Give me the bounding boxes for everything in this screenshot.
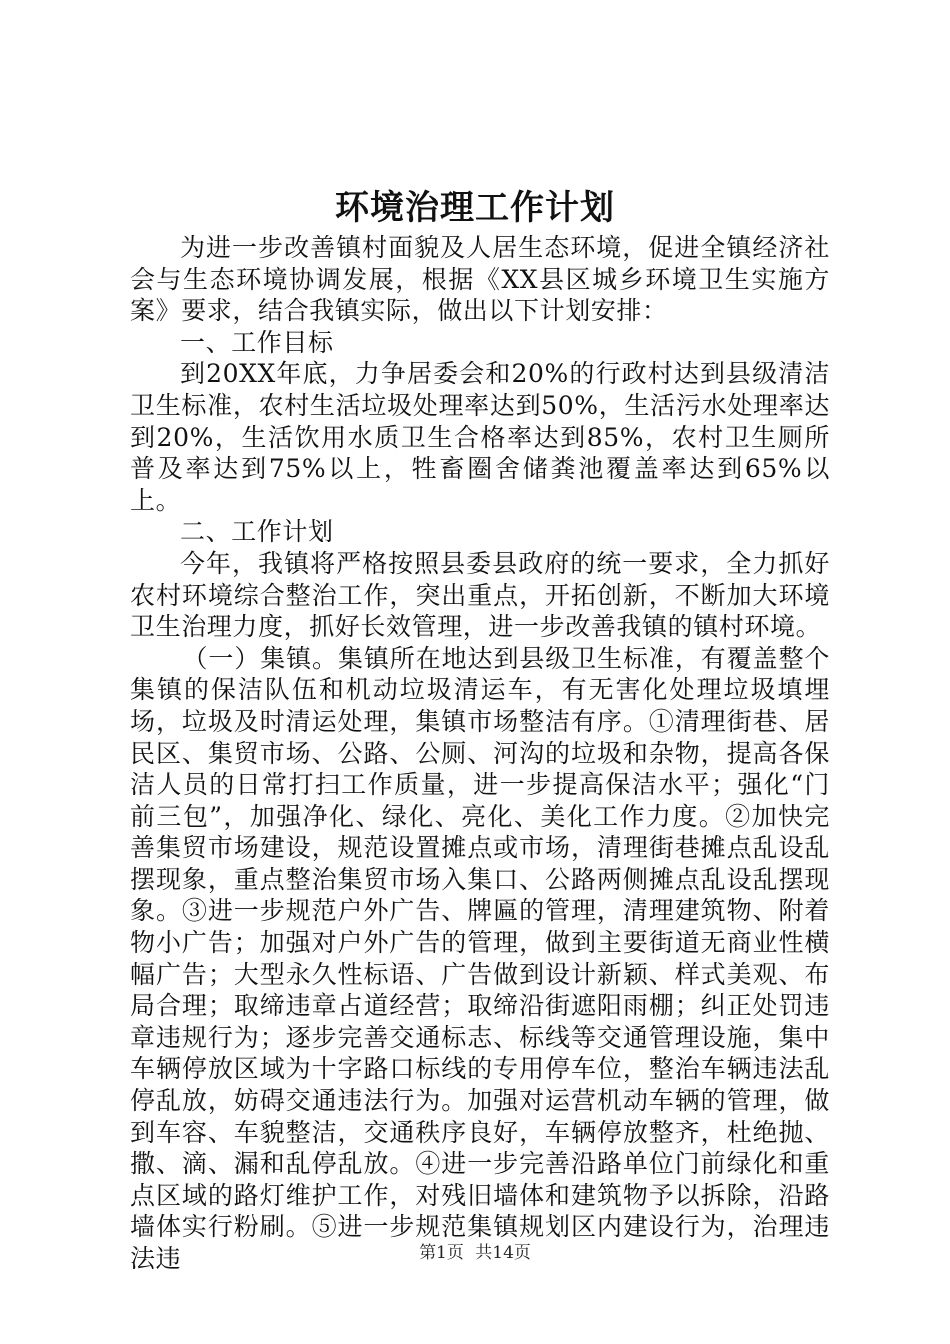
section-heading-plan: 二、工作计划 — [180, 517, 334, 547]
page-total: 共14页 — [475, 1243, 531, 1263]
goals-paragraph: 到20XX年底，力争居委会和20%的行政村达到县级清洁卫生标准，农村生活垃圾处理率达到50%，生活污水处理率达到20%，生活饮用水质卫生合格率达到85%，农村卫生厕所普及率达到75%以上，牲畜圈舍储粪池覆盖率达到65%以上。 — [130, 359, 830, 515]
page-footer — [0, 1241, 950, 1265]
document-body — [130, 232, 830, 1275]
intro-paragraph: 为进一步改善镇村面貌及人居生态环境，促进全镇经济社会与生态环境协调发展，根据《XX县区城乡环境卫生实施方案》要求，结合我镇实际，做出以下计划安排： — [130, 233, 830, 326]
plan-paragraph: 今年，我镇将严格按照县委县政府的统一要求，全力抓好农村环境综合整治工作，突出重点，开拓创新，不断加大环境卫生治理力度，抓好长效管理，进一步改善我镇的镇村环境。 — [130, 548, 830, 642]
document-title: 环境治理工作计划 — [335, 188, 615, 228]
page-number: 第1页 — [419, 1243, 464, 1263]
town-paragraph: （一）集镇。集镇所在地达到县级卫生标准，有覆盖整个集镇的保洁队伍和机动垃圾清运车，有无害化处理垃圾填埋场，垃圾及时清运处理，集镇市场整洁有序。①清理街巷、居民区、集贸市场、公路、公厕、河沟的垃圾和杂物，提高各保洁人员的日常打扫工作质量，进一步提高保洁水平；强化“门前三包”，加强净化、绿化、亮化、美化工作力度。②加快完善集贸市场建设，规范设置摊点或市场，清理街巷摊点乱设乱摆现象，重点整治集贸市场入集口、公路两侧摊点乱设乱摆现象。③进一步规范户外广告、牌匾的管理，清理建筑物、附着物小广告；加强对户外广告的管理，做到主要街道无商业性横幅广告；大型永久性标语、广告做到设计新颖、样式美观、布局合理；取缔违章占道经营；取缔沿街遮阳雨棚；纠正处罚违章违规行为；逐步完善交通标志、标线等交通管理设施，集中车辆停放区域为十字路口标线的专用停车位，整治车辆违法乱停乱放，妨碍交通违法行为。加强对运营机动车辆的管理，做到车容、车貌整洁，交通秩序良好，车辆停放整齐，杜绝抛、撒、滴、漏和乱停乱放。④进一步完善沿路单位门前绿化和重点区域的路灯维护工作，对残旧墙体和建筑物予以拆除，沿路墙体实行粉刷。⑤进一步规范集镇规划区内建设行为，治理违法违 — [130, 643, 830, 1273]
section-heading-goals: 一、工作目标 — [180, 327, 334, 357]
